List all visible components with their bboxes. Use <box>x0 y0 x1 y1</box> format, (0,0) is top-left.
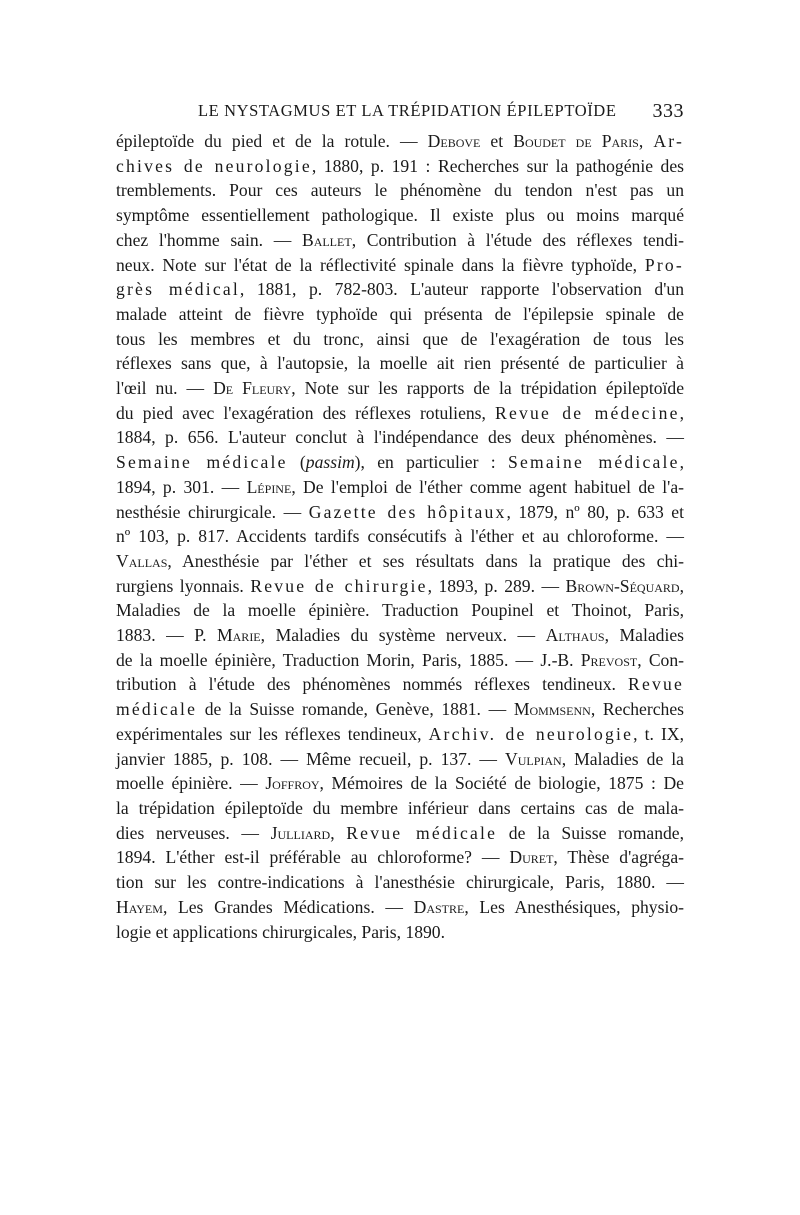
text-run: 1883. — P. <box>116 625 217 646</box>
text-run: , Les Anesthésiques, physio- <box>464 896 684 917</box>
text-line <box>116 500 684 525</box>
text-line <box>116 895 684 920</box>
text-run: , Con- <box>637 649 685 670</box>
journal-title: médicale <box>116 699 198 720</box>
text-run: , 1879, nº 80, p. 633 et <box>506 501 684 522</box>
running-title: LE NYSTAGMUS ET LA TRÉPIDATION ÉPILEPTOÏDE <box>198 101 617 120</box>
text-run: chez l'homme sain. — <box>116 229 302 250</box>
text-line <box>116 574 684 599</box>
text-line <box>116 376 684 401</box>
page-number: 333 <box>652 99 684 122</box>
text-run: , 1880, p. 191 : Recherches sur la pathogénie des <box>311 155 684 176</box>
text-run: , Thèse d'agréga- <box>553 847 685 868</box>
text-line <box>116 475 684 500</box>
text-run: , Anesthésie par l'éther et ses résultats dans la pratique des chi- <box>167 550 684 571</box>
running-head <box>198 96 684 126</box>
text-line <box>116 722 684 747</box>
text-line <box>116 623 684 648</box>
text-line <box>116 401 684 426</box>
text-line <box>116 845 684 870</box>
text-run: , <box>638 131 654 151</box>
text-run: malade atteint de fièvre typhoïde qui présenta de l'épilepsie spinale de <box>116 303 684 324</box>
text-line <box>116 129 684 154</box>
text-line <box>116 154 684 179</box>
text-line <box>116 549 684 574</box>
text-line <box>116 228 684 253</box>
author-name: Boudet de Paris <box>513 131 639 151</box>
text-line <box>116 253 684 278</box>
author-name: Brown-Séquard <box>565 575 680 596</box>
text-run: et <box>480 131 514 151</box>
author-name: Prevost <box>580 649 638 670</box>
text-run: , Les Grandes Médications. — <box>162 896 414 917</box>
text-run: du pied avec l'exagération des réflexes rotuliens, <box>116 402 496 423</box>
text-run: neux. Note sur l'état de la réflectivité spinale dans la fièvre typhoïde, <box>116 254 645 275</box>
author-name: Debove <box>427 131 481 151</box>
text-run: , <box>679 575 684 596</box>
text-run: rurgiens lyonnais. <box>116 575 251 596</box>
text-line <box>116 821 684 846</box>
text-run: ), en particulier : <box>354 452 508 473</box>
text-run: nesthésie chirurgicale. — <box>116 501 309 522</box>
text-run: épileptoïde du pied et de la rotule. — <box>116 131 428 151</box>
text-run: tribution à l'étude des phénomènes nommés réflexes tendineux. <box>116 674 629 695</box>
journal-title: Ar- <box>653 131 684 151</box>
text-run: moelle épinière. — <box>116 773 266 794</box>
text-run: , Contribution à l'étude des réflexes tendi- <box>351 229 684 250</box>
text-line <box>116 697 684 722</box>
author-name: Lépine <box>246 476 292 497</box>
text-run: logie et applications chirurgicales, Paris, 1890. <box>116 921 445 942</box>
journal-title: Revue de médecine <box>495 402 680 423</box>
text-run: de la Suisse romande, Genève, 1881. — <box>197 699 514 720</box>
author-name: Vallas <box>116 550 168 571</box>
author-name: De Fleury <box>213 378 292 399</box>
journal-title: Pro- <box>644 254 684 275</box>
text-run: symptôme essentiellement pathologique. Il existe plus ou moins marqué <box>116 205 684 226</box>
author-name: Althaus <box>545 625 605 646</box>
text-line <box>116 672 684 697</box>
text-line <box>116 450 684 475</box>
journal-title: Semaine médicale <box>116 452 288 473</box>
author-name: Vulpian <box>505 748 562 769</box>
text-run: réflexes sans que, à l'autopsie, la moelle ait rien présenté de particulier à <box>116 353 684 374</box>
text-run: , <box>679 402 684 423</box>
text-line <box>116 598 684 623</box>
text-run: tion sur les contre-indications à l'anesthésie chirurgicale, Paris, 1880. — <box>116 872 684 893</box>
text-line <box>116 870 684 895</box>
text-line <box>116 203 684 228</box>
text-line <box>116 351 684 376</box>
author-name: Hayem <box>116 896 163 917</box>
author-name: Duret <box>509 847 554 868</box>
text-run: tous les membres et du tronc, ainsi que de l'exagération de tous les <box>116 328 684 349</box>
text-run: ( <box>287 452 306 473</box>
journal-title: Revue de chirurgie <box>250 575 428 596</box>
text-run: , t. IX, <box>633 723 684 744</box>
author-name: Dastre <box>413 896 465 917</box>
text-run: de la Suisse romande, <box>497 822 685 843</box>
text-line <box>116 747 684 772</box>
journal-title: Gazette des hôpitaux <box>308 501 507 522</box>
journal-title: chives de neurologie <box>116 155 312 176</box>
journal-title: Semaine médicale <box>507 452 680 473</box>
author-name: Ballet <box>301 229 352 250</box>
text-line <box>116 648 684 673</box>
text-run: Maladies de la moelle épinière. Traduction Poupinel et Thoinot, Paris, <box>116 600 684 621</box>
text-run: expérimentales sur les réflexes tendineux, <box>116 723 429 744</box>
text-run: la trépidation épileptoïde du membre inférieur dans certains cas de mala- <box>116 797 684 818</box>
text-run: , Mémoires de la Société de biologie, 1875 : De <box>319 773 684 794</box>
text-line <box>116 327 684 352</box>
author-name: Julliard <box>270 822 331 843</box>
italic-text: passim <box>305 452 355 473</box>
text-run: , <box>679 452 684 473</box>
journal-title: grès médical <box>116 279 240 300</box>
text-line <box>116 302 684 327</box>
text-line <box>116 920 684 945</box>
text-run: , Note sur les rapports de la trépidation épileptoïde <box>291 378 684 399</box>
text-run: de la moelle épinière, Traduction Morin, Paris, 1885. — J.-B. <box>116 649 581 670</box>
text-run: 1894. L'éther est-il préférable au chloroforme? — <box>116 847 510 868</box>
text-line <box>116 524 684 549</box>
text-line <box>116 771 684 796</box>
text-line <box>116 277 684 302</box>
text-run: 1894, p. 301. — <box>116 476 247 497</box>
text-run: dies nerveuses. — <box>116 822 271 843</box>
journal-title: Revue médicale <box>346 822 498 843</box>
journal-title: Revue <box>628 674 684 695</box>
text-run: , <box>330 822 347 843</box>
journal-title: Archiv. de neurologie <box>428 723 634 744</box>
text-run: , Maladies <box>604 625 684 646</box>
text-run: , Maladies du système nerveux. — <box>260 625 546 646</box>
text-run: , 1881, p. 782-803. L'auteur rapporte l'observation d'un <box>239 279 684 300</box>
text-run: nº 103, p. 817. Accidents tardifs consécutifs à l'éther et au chloroforme. — <box>116 526 684 547</box>
text-run: tremblements. Pour ces auteurs le phénomène du tendon n'est pas un <box>116 180 684 201</box>
text-run: l'œil nu. — <box>116 378 214 399</box>
text-line <box>116 178 684 203</box>
text-run: , 1893, p. 289. — <box>427 575 566 596</box>
text-run: , De l'emploi de l'éther comme agent habituel de l'a- <box>291 476 684 497</box>
text-run: 1884, p. 656. L'auteur conclut à l'indépendance des deux phénomènes. — <box>116 427 684 448</box>
text-line <box>116 796 684 821</box>
author-name: Marie <box>217 625 261 646</box>
author-name: Mommsenn <box>513 699 591 720</box>
author-name: Joffroy <box>265 773 320 794</box>
text-run: janvier 1885, p. 108. — Même recueil, p. 137. — <box>116 748 506 769</box>
text-run: , Maladies de la <box>561 748 684 769</box>
body-paragraph <box>116 129 684 944</box>
text-run: , Recherches <box>590 699 684 720</box>
text-line <box>116 425 684 450</box>
